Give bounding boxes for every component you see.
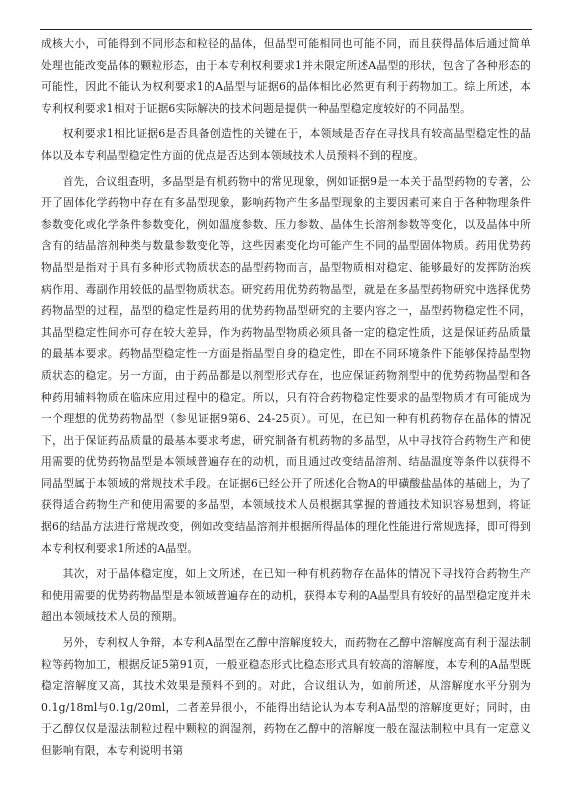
paragraph-crystal-stability: 其次，对于晶体稳定度，如上文所述，在已知一种有机药物存在晶体的情况下寻找符合药物生产和使用需要的优势药物晶型是本领域普遍存在的动机，获得本专利的A晶型具有较好的晶型稳定度并未超出本领域技术人员的预期。 bbox=[41, 567, 531, 624]
paragraph-continuation: 成核大小，可能得到不同形态和粒径的晶体，但晶型可能相同也可能不同，而且获得晶体后通过简单处理也能改变晶体的颗粒形态，由于本专利权利要求1并未限定所述A晶型的形状，包含了各种形态的可能性，因此不能认为权利要求1的A晶型与证据6的晶体相比必然更有利于药物加工。综上所述，本专利权利要求1相对于证据6实际解决的技术问题是提供一种晶型稳定度较好的不同晶型。 bbox=[41, 37, 531, 115]
header-rule bbox=[40, 29, 532, 30]
paragraph-key-question: 权利要求1相比证据6是否具备创造性的关键在于，本领域是否存在寻找具有较高晶型稳定性的晶体以及本专利晶型稳定性方面的优点是否达到本领域技术人员预料不到的程度。 bbox=[41, 127, 531, 162]
paragraph-solubility-argument: 另外，专利权人争辩，本专利A晶型在乙醇中溶解度较大，而药物在乙醇中溶解度高有利于湿法制粒等药物加工，根据反证5第91页，一般亚稳态形式比稳态形式具有较高的溶解度，本专利的A晶型既稳定溶解度又高，其技术效果是预料不到的。对此，合议组认为，如前所述，从溶解度水平分别为0.1g/18ml与0.1g/20ml，二者差异很小，不能得出结论认为本专利A晶型的溶解度更好；同时，由于乙醇仅仅是湿法制粒过程中颗粒的润湿剂，药物在乙醇中的溶解度一般在湿法制粒中具有一定意义但影响有限，本专利说明书第 bbox=[41, 636, 531, 757]
paragraph-polymorph-analysis: 首先，合议组查明，多晶型是有机药物中的常见现象，例如证据9是一本关于晶型药物的专著，公开了固体化学药物中存在有多晶型现象，影响药物产生多晶型现象的主要因素可来自于各种物理条件参数变化或化学条件参数变化，例如温度参数、压力参数、晶体生长溶剂参数等变化，以及晶体中所含有的结晶溶剂种类与数量参数变化等，这些因素变化均可能产生不同的晶型固体物质。药用优势药物晶型是指对于具有多种形式物质状态的晶型药物而言，晶型物质相对稳定、能够最好的发挥防治疾病作用、毒副作用较低的晶型物质状态。研究药用优势药物晶型，就是在多晶型药物研究中选择优势药物晶型的过程，晶型的稳定性是药用的优势药物晶型研究的主要内容之一，晶型药物稳定性不同，其晶型稳定性间亦可存在较大差异，作为药物晶型物质必须具备一定的稳定性质，这是保证药品质量的最基本要求。药物晶型稳定性一方面是指晶型自身的稳定性，即在不同环境条件下能够保持晶型物质状态的稳定。另一方面，由于药品都是以剂型形式存在，也应保证药物剂型中的优势药物晶型和各种药用辅料物质在临床应用过程中的稳定。所以，只有符合药物稳定性要求的晶型物质才有可能成为一个理想的优势药物晶型（参见证据9第6、24-25页）。可见，在已知一种有机药物存在晶体的情况下，出于保证药品质量的最基本要求考虑，研究制备有机药物的多晶型，从中寻找符合药物生产和使用需要的优势药物晶型是本领域普遍存在的动机，而且通过改变结晶溶剂、结晶温度等条件以获得不同晶型属于本领域的常规技术手段。在证据6已经公开了所述化合物A的甲磺酸盐晶体的基础上，为了获得适合药物生产和使用需要的多晶型，本领域技术人员根据其掌握的普通技术知识容易想到，将证据6的结晶方法进行常规改变，例如改变结晶溶剂并根据所得晶体的理化性能进行常规选择，即可得到本专利权利要求1所述的A晶型。 bbox=[41, 174, 531, 555]
document-body bbox=[41, 33, 531, 766]
